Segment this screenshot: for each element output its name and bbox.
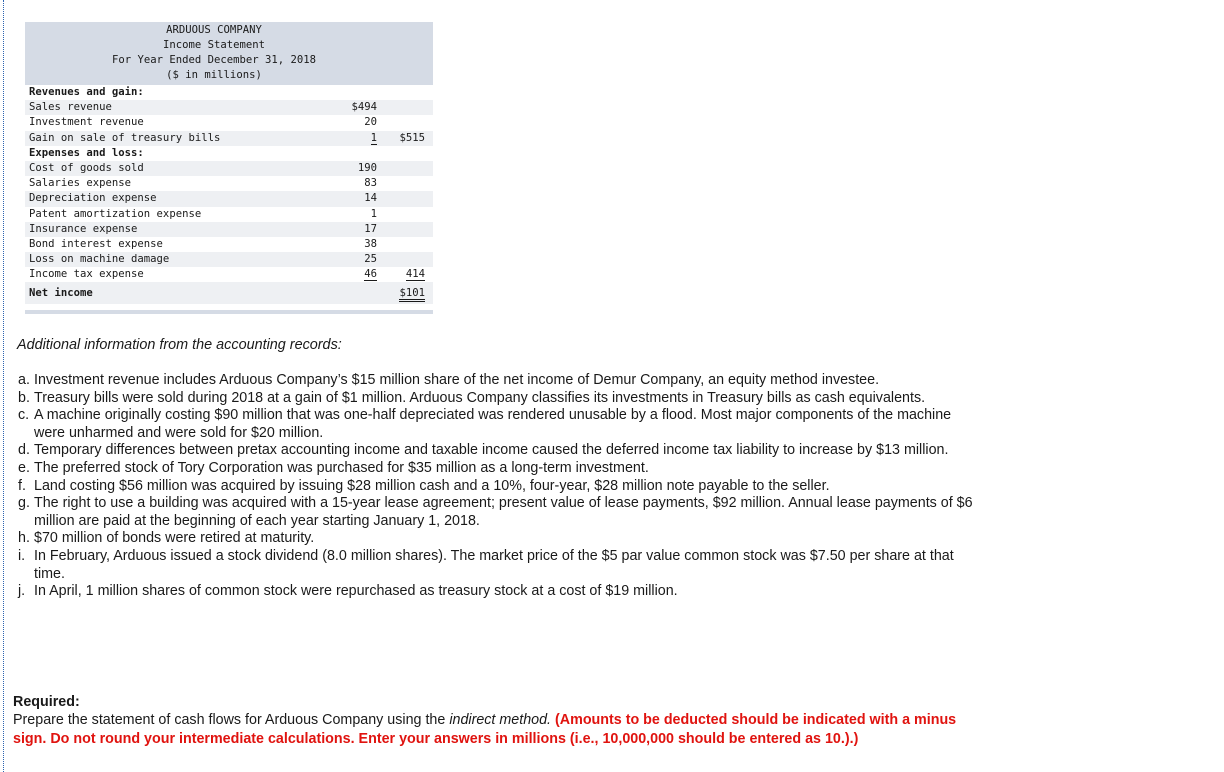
amount: 190 <box>357 161 377 174</box>
statement-row: Depreciation expense 14 <box>25 191 433 206</box>
expenses-heading: Expenses and loss: <box>29 146 144 159</box>
statement-units: ($ in millions) <box>166 69 262 81</box>
amount: 1 <box>370 207 377 220</box>
net-income-value: $101 <box>399 287 425 302</box>
list-item: e. The preferred stock of Tory Corporation was purchased for $35 million as a long-term investment. <box>18 459 649 476</box>
list-item: c. A machine originally costing $90 million that was one-half depreciated was rendered unusable by a flood. Most major components of the machine were unharmed and were sold for $20 million. <box>18 407 952 441</box>
amount: 20 <box>364 116 377 129</box>
amount: 17 <box>364 222 377 235</box>
income-statement <box>25 22 433 314</box>
required-instructions: Prepare the statement of cash flows for Arduous Company using the indirect method. (Amounts to be deducted should be indicated with a minus sign. Do not round your intermediate calculations. Enter your answers in millions (i.e., 10,000,000 should be entered as 10.).) <box>13 712 957 747</box>
statement-row: Loss on machine damage 25 <box>25 252 433 267</box>
list-item: f. Land costing $56 million was acquired by issuing $28 million cash and a 10%, four-year, $28 million note payable to the seller. <box>18 477 830 494</box>
left-dotted-rule <box>3 0 4 772</box>
revenues-heading: Revenues and gain: <box>29 86 144 98</box>
amount: 83 <box>364 177 377 190</box>
statement-row: Insurance expense 17 <box>25 222 433 237</box>
list-item: d. Temporary differences between pretax accounting income and taxable income caused the deferred income tax liability to increase by $13 million. <box>18 442 949 459</box>
additional-info-title: Additional information from the accounting records: <box>17 337 342 353</box>
statement-row: Patent amortization expense 1 <box>25 207 433 222</box>
amount: 25 <box>364 253 377 266</box>
list-item: a. Investment revenue includes Arduous Company’s $15 million share of the net income of Demur Company, an equity method investee. <box>18 372 880 388</box>
statement-row: Investment revenue 20 <box>25 115 433 130</box>
red-instruction: (Amounts to be deducted should be indicated with a minus sign. Do not round your intermediate calculations. Enter your answers in millions (i.e., 10,000,000 should be entered as 10.).) <box>13 712 957 747</box>
statement-row: Income tax expense 46 414 <box>29 268 425 281</box>
required-section <box>13 693 963 748</box>
statement-row: Salaries expense 83 <box>25 176 433 191</box>
statement-header <box>25 22 433 85</box>
net-income-row <box>25 282 433 304</box>
amount: 14 <box>364 192 377 205</box>
amount: $494 <box>351 101 377 114</box>
company-name: ARDUOUS COMPANY <box>166 24 262 36</box>
statement-title: Income Statement <box>162 39 266 51</box>
amount: 46 <box>364 268 377 281</box>
list-item: b. Treasury bills were sold during 2018 at a gain of $1 million. Arduous Company classifies its investments in Treasury bills as cash equivalents. <box>18 389 926 406</box>
list-item: h. $70 million of bonds were retired at maturity. <box>18 530 315 547</box>
additional-info-list <box>18 372 978 601</box>
statement-period: For Year Ended December 31, 2018 <box>111 54 317 66</box>
required-heading: Required: <box>13 694 80 710</box>
statement-row: Bond interest expense 38 <box>25 237 433 252</box>
statement-row: Gain on sale of treasury bills 1 $515 <box>25 131 433 146</box>
list-item: i. In February, Arduous issued a stock dividend (8.0 million shares). The market price of the $5 par value common stock was $7.50 per share at that time. <box>18 547 954 582</box>
amount: 38 <box>364 237 377 250</box>
list-item: g. The right to use a building was acquired with a 15-year lease agreement; present value of lease payments, $92 million. Annual lease payments of $6 million are paid at the beginning of each year starting January 1, 2018. <box>18 495 973 529</box>
statement-row: Cost of goods sold 190 <box>25 161 433 176</box>
list-item: j. In April, 1 million shares of common stock were repurchased as treasury stock at a cost of $19 million. <box>18 583 678 600</box>
statement-bottom-bar <box>25 310 433 314</box>
method-emphasis: indirect method. <box>449 712 552 729</box>
statement-row: Sales revenue $494 <box>25 100 433 115</box>
subtotal: $515 <box>399 131 425 144</box>
net-income-label: Net income <box>29 287 93 300</box>
subtotal: 414 <box>405 268 425 281</box>
amount: 1 <box>370 131 377 144</box>
